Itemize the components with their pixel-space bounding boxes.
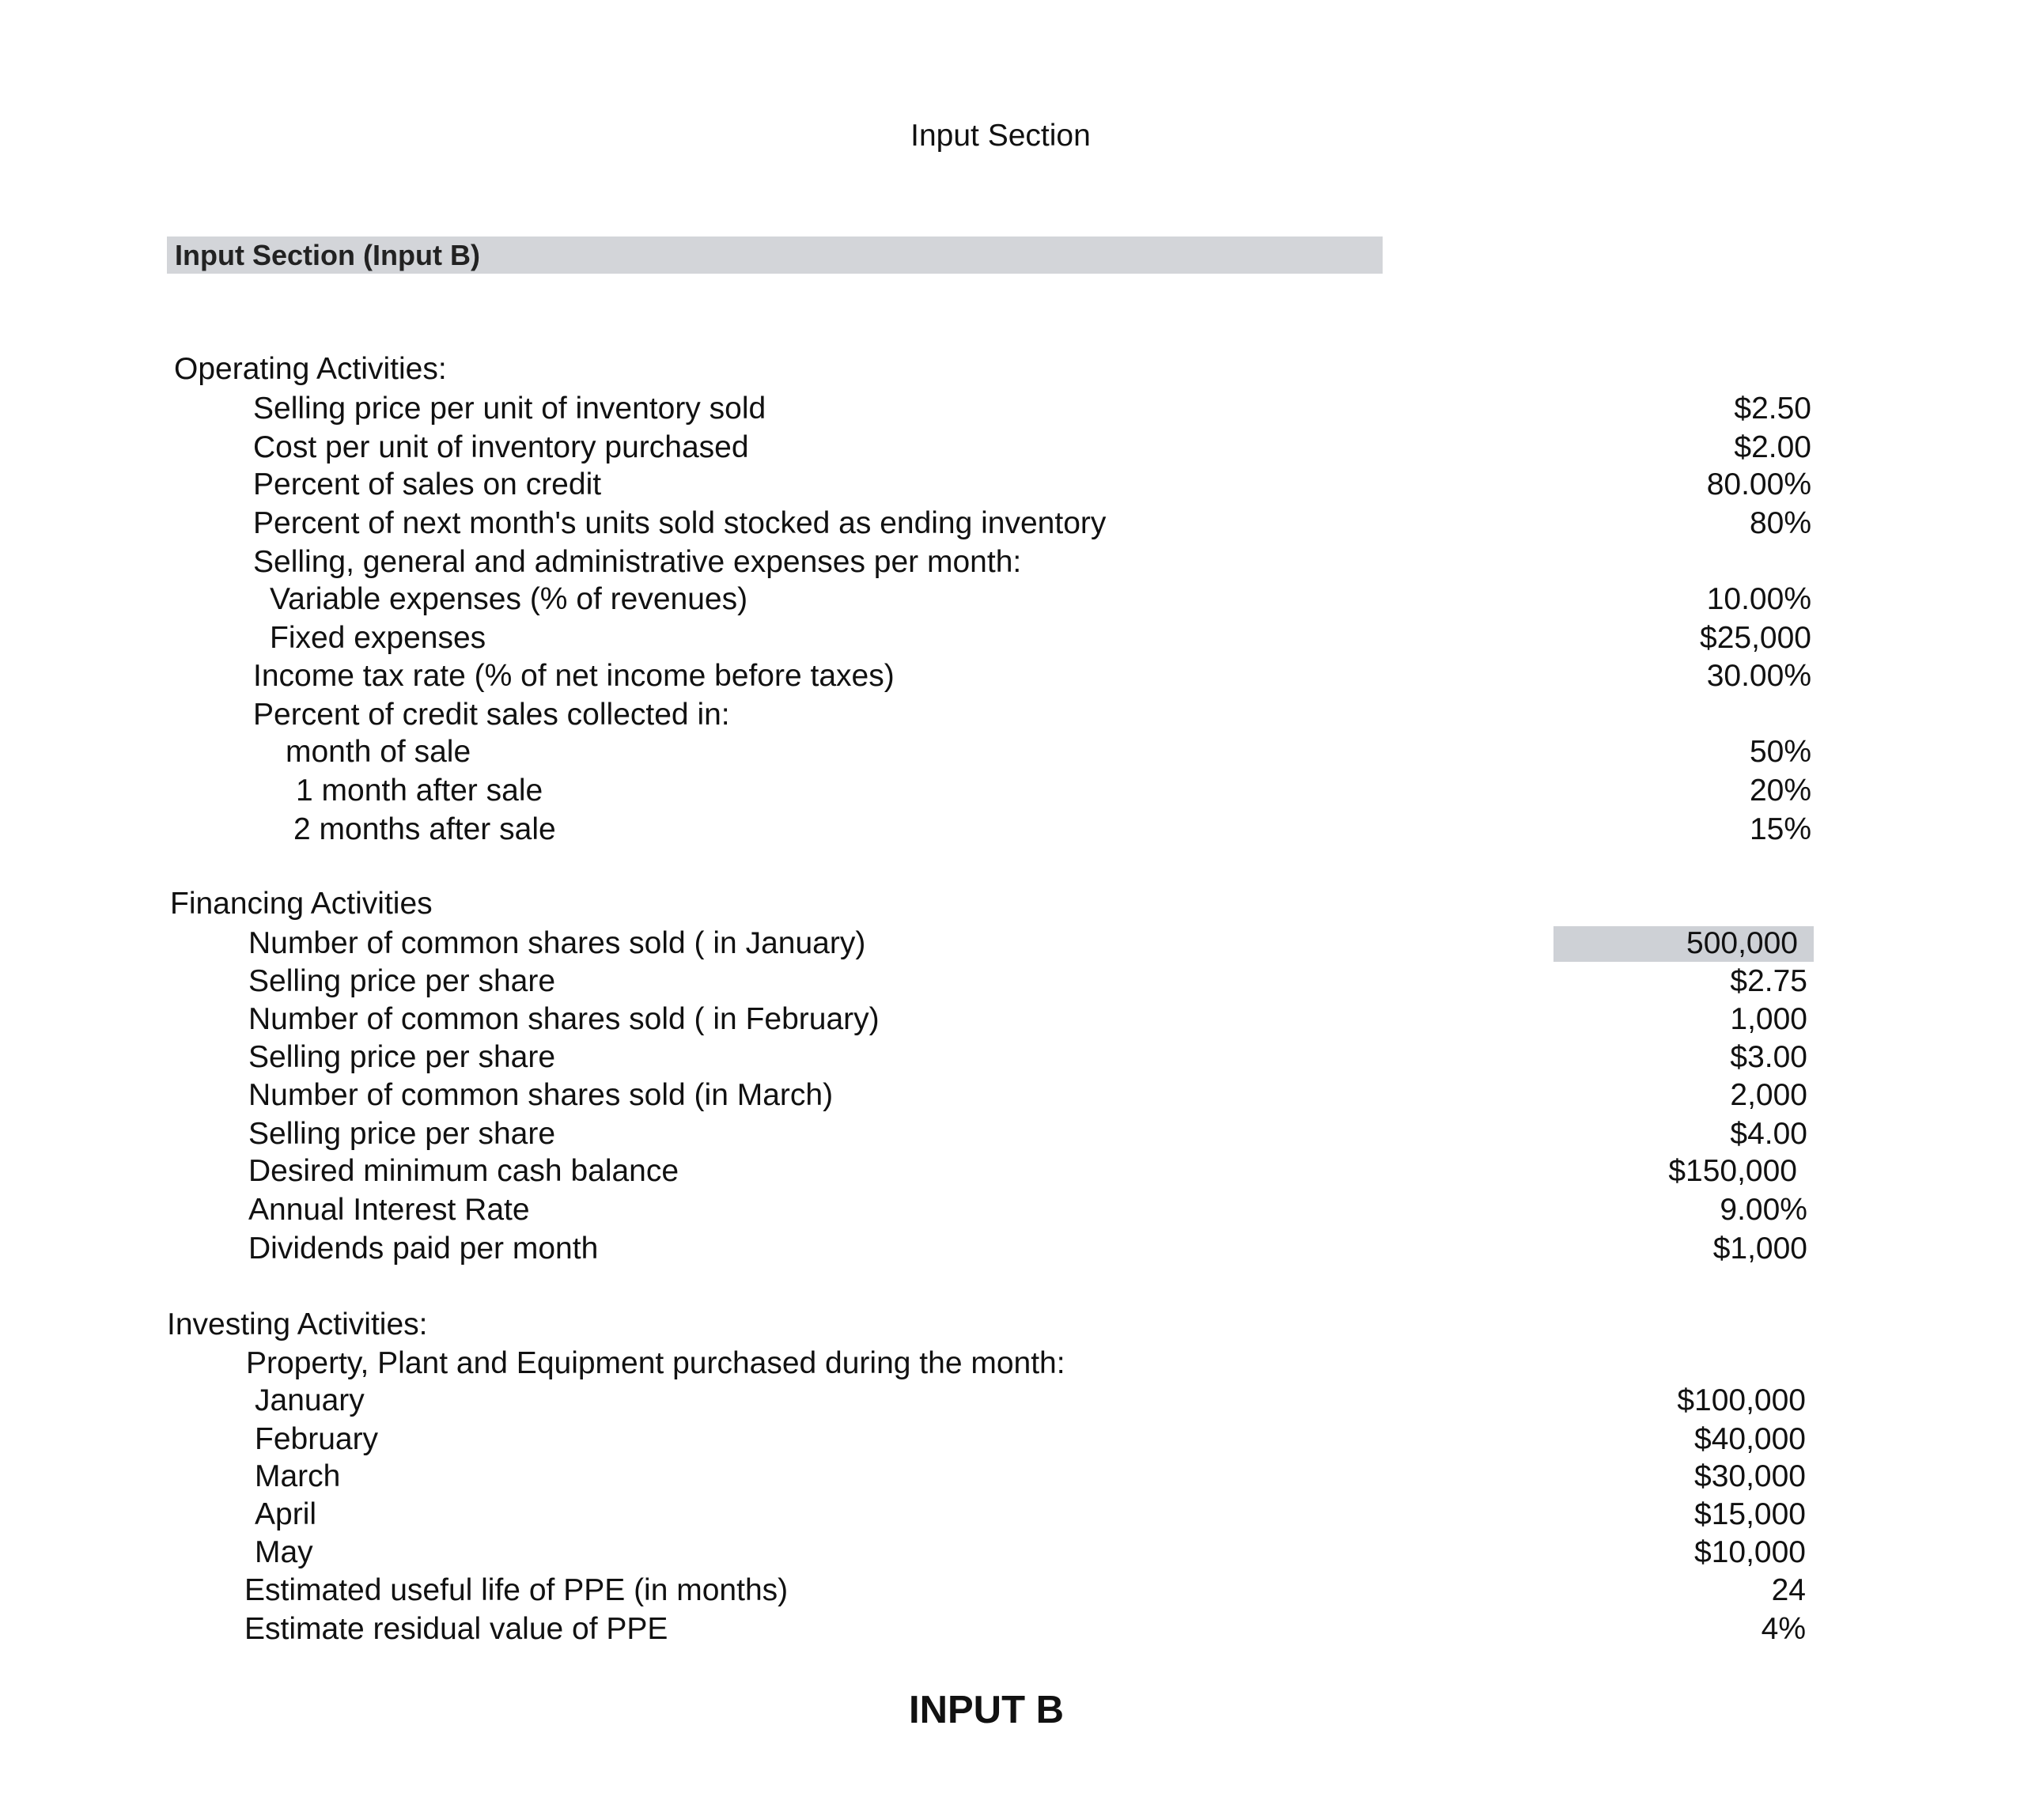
operating-row-label: Percent of next month's units sold stocked as ending inventory: [253, 506, 1107, 540]
operating-row-label: Variable expenses (% of revenues): [270, 582, 748, 616]
operating-heading: Operating Activities:: [174, 352, 447, 386]
financing-row-value[interactable]: $150,000: [1668, 1154, 1797, 1188]
financing-row-label: Selling price per share: [248, 1040, 556, 1074]
investing-row-label: Estimated useful life of PPE (in months): [244, 1573, 789, 1607]
investing-row-label: Property, Plant and Equipment purchased during the month:: [246, 1346, 1065, 1380]
operating-row-label: Cost per unit of inventory purchased: [253, 430, 749, 464]
investing-row-value[interactable]: $10,000: [1694, 1535, 1806, 1569]
operating-row-value[interactable]: 50%: [1749, 735, 1811, 769]
investing-row-label: March: [255, 1459, 341, 1493]
financing-row-label: Dividends paid per month: [248, 1232, 599, 1266]
financing-row-value[interactable]: 9.00%: [1720, 1193, 1807, 1227]
financing-row-value[interactable]: 2,000: [1730, 1078, 1807, 1112]
investing-heading: Investing Activities:: [167, 1307, 428, 1341]
section-header-bar: [167, 236, 1383, 274]
operating-row-value[interactable]: $2.50: [1734, 392, 1811, 426]
financing-row-value[interactable]: $2.75: [1730, 964, 1807, 998]
footer-label: INPUT B: [909, 1689, 1064, 1731]
operating-row-value[interactable]: 20%: [1749, 774, 1811, 808]
financing-row-label: Selling price per share: [248, 1117, 556, 1151]
operating-row-label: Fixed expenses: [270, 621, 486, 655]
financing-row-value[interactable]: $1,000: [1712, 1232, 1807, 1266]
investing-row-value[interactable]: $30,000: [1694, 1459, 1806, 1493]
financing-row-value[interactable]: $4.00: [1730, 1117, 1807, 1151]
investing-row-label: May: [255, 1535, 313, 1569]
operating-row-label: Selling price per unit of inventory sold: [253, 392, 766, 426]
financing-heading: Financing Activities: [170, 887, 433, 921]
operating-row-value[interactable]: 10.00%: [1706, 582, 1811, 616]
operating-row-label: Income tax rate (% of net income before taxes): [253, 659, 895, 693]
page-title: Input Section: [910, 119, 1091, 153]
investing-row-value[interactable]: $100,000: [1677, 1383, 1806, 1417]
operating-row-value[interactable]: 80.00%: [1706, 467, 1811, 501]
operating-row-value[interactable]: 30.00%: [1706, 659, 1811, 693]
operating-row-label: Percent of sales on credit: [253, 467, 602, 501]
financing-row-value[interactable]: 500,000: [1686, 926, 1798, 960]
operating-row-label: Percent of credit sales collected in:: [253, 698, 730, 732]
operating-row-label: Selling, general and administrative expenses per month:: [253, 545, 1022, 579]
investing-row-label: April: [255, 1497, 317, 1531]
investing-row-label: Estimate residual value of PPE: [244, 1612, 668, 1646]
operating-row-value[interactable]: 80%: [1749, 506, 1811, 540]
financing-row-label: Annual Interest Rate: [248, 1193, 530, 1227]
investing-row-label: January: [255, 1383, 365, 1417]
operating-row-value[interactable]: $25,000: [1700, 621, 1811, 655]
financing-row-label: Number of common shares sold ( in February): [248, 1002, 880, 1036]
investing-row-value[interactable]: 4%: [1761, 1612, 1806, 1646]
investing-row-label: February: [255, 1422, 379, 1456]
financing-row-label: Number of common shares sold (in March): [248, 1078, 834, 1112]
investing-row-value[interactable]: $40,000: [1694, 1422, 1806, 1456]
operating-row-value[interactable]: $2.00: [1734, 430, 1811, 464]
financing-row-label: Number of common shares sold ( in January): [248, 926, 866, 960]
financing-row-value[interactable]: 1,000: [1730, 1002, 1807, 1036]
operating-row-label: month of sale: [286, 735, 471, 769]
operating-row-value[interactable]: 15%: [1749, 812, 1811, 846]
investing-row-value[interactable]: $15,000: [1694, 1497, 1806, 1531]
operating-row-label: 2 months after sale: [293, 812, 556, 846]
operating-row-label: 1 month after sale: [296, 774, 543, 808]
financing-row-value[interactable]: $3.00: [1730, 1040, 1807, 1074]
section-header-label: Input Section (Input B): [175, 239, 480, 271]
financing-row-label: Selling price per share: [248, 964, 556, 998]
investing-row-value[interactable]: 24: [1771, 1573, 1806, 1607]
financing-row-label: Desired minimum cash balance: [248, 1154, 679, 1188]
